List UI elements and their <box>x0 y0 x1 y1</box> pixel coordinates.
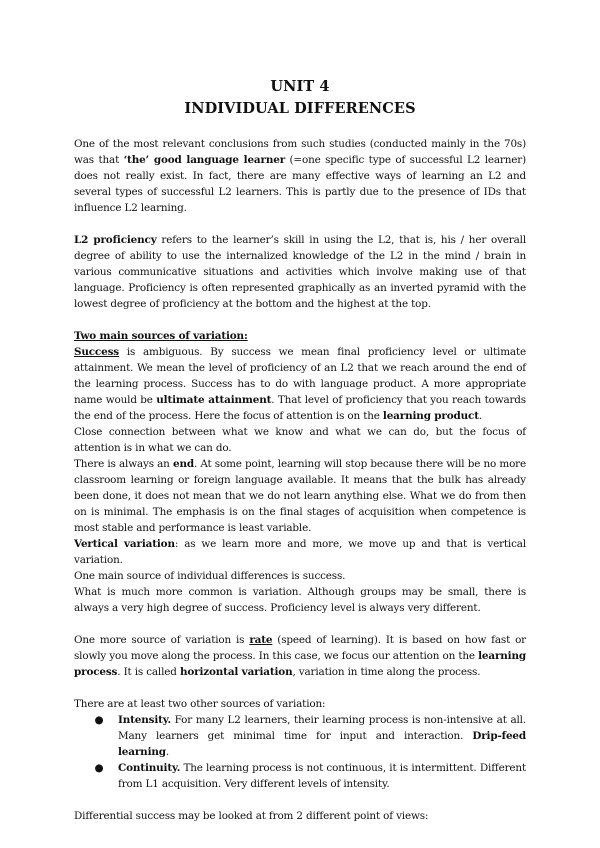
intensity-term: Intensity. <box>118 714 171 726</box>
bullet-icon: ● <box>94 714 104 726</box>
unit-number: UNIT 4 <box>270 78 330 95</box>
page-title: INDIVIDUAL DIFFERENCES <box>184 100 416 117</box>
rate-term: rate <box>249 634 273 646</box>
learning-product-term: learning product <box>382 410 479 422</box>
intro-bold-term: ‘the’ good language learner <box>123 154 286 166</box>
rate-paragraph: One more source of variation is rate (speed of learning). It is based on how fast or slowly you move along the process. In this case, we focus our attention on the learning process. It is called horizontal variation, variation in time along the process. <box>74 634 526 678</box>
intro-paragraph <box>74 136 526 216</box>
intro-text-2: (=one specific type of successful L2 learner) does not really exist. In fact, there are many effective ways of learning an L2 and several types of successful L2 learners. This is partly due to the presence of IDs that influence L2 learning. <box>74 154 526 214</box>
proficiency-term: L2 proficiency <box>74 234 157 246</box>
drip-feed-term: Drip-feed learning <box>118 730 526 758</box>
list-item: ● Continuity. The learning process is not continuous, it is intermittent. Different from L1 acquisition. Very different levels of intensity. <box>118 760 526 792</box>
variation-common-paragraph: What is much more common is variation. Although groups may be small, there is always a very high degree of success. Proficiency level is always very different. <box>74 586 526 614</box>
continuity-term: Continuity. <box>118 762 181 774</box>
bullet-icon: ● <box>94 762 104 774</box>
learning-process-term: learning process <box>74 650 526 678</box>
end-term: end <box>172 458 194 470</box>
other-sources-intro: There are at least two other sources of variation: <box>74 698 326 710</box>
proficiency-paragraph <box>74 232 526 312</box>
list-item: ● Intensity. For many L2 learners, their learning process is non-intensive at all. Many learners get minimal time for input and interaction. Drip-feed learning. <box>118 712 526 760</box>
ultimate-attainment-term: ultimate attainment <box>156 394 272 406</box>
proficiency-text: refers to the learner’s skill in using the L2, that is, his / her overall degree of ability to use the internalized knowledge of the L2 in the mind / brain in various communicative situations and activities which involve making use of that language. Proficiency is often represented graphically as an inverted pyramid with the lowest degree of proficiency at the bottom and the highest at the top. <box>74 234 526 310</box>
vertical-variation-term: Vertical variation <box>74 538 175 550</box>
end-paragraph: There is always an end. At some point, learning will stop because there will be no more classroom learning or foreign language available. It means that the bulk has already been done, it does not mean that we do not learn anything else. What we do from then on is minimal. The emphasis is on the final stages of acquisition when competence is most stable and performance is least variable. <box>74 458 526 534</box>
success-term: Success <box>74 346 119 358</box>
close-connection-paragraph: Close connection between what we know and what we can do, but the focus of attention is in what we can do. <box>74 426 526 454</box>
other-sources-list <box>74 712 526 792</box>
success-paragraph: Success is ambiguous. By success we mean final proficiency level or ultimate attainment. We mean the level of proficiency of an L2 that we reach around the end of the learning process. Success has to do with language product. A more appropriate name would be ultimate attainment. That level of proficiency that you reach towards the end of the process. Here the focus of attention is on the learning product. <box>74 346 526 422</box>
sources-heading: Two main sources of variation: <box>74 330 248 342</box>
vertical-variation-paragraph: Vertical variation: as we learn more and more, we move up and that is vertical variation. <box>74 538 526 566</box>
closing-paragraph: Differential success may be looked at from 2 different point of views: <box>74 810 429 822</box>
horizontal-variation-term: horizontal variation <box>179 666 293 678</box>
one-main-source-paragraph: One main source of individual differences is success. <box>74 570 346 582</box>
intro-text-1: One of the most relevant conclusions from such studies (conducted mainly in the 70s) was that <box>74 138 526 166</box>
